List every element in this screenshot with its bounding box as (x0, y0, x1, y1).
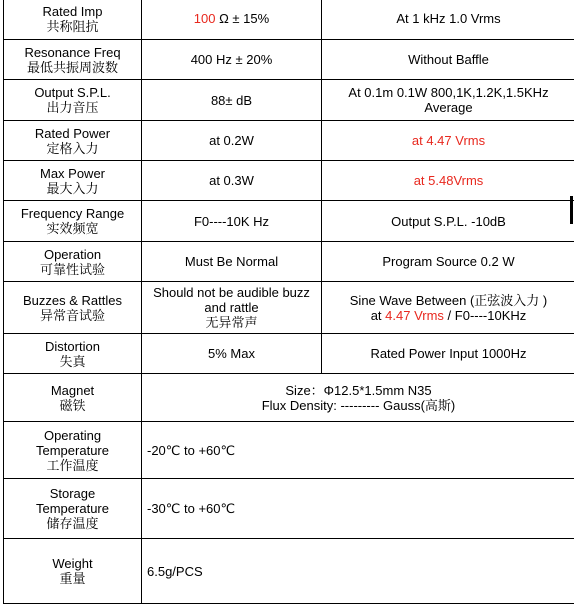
row-value: at 0.3W (142, 161, 322, 201)
table-row (4, 539, 574, 604)
row-condition: at 4.47 Vrms (322, 121, 574, 161)
value-line: and rattle (204, 300, 259, 315)
row-label (4, 0, 142, 40)
row-value (142, 282, 322, 334)
table-row (4, 422, 574, 479)
label-en: Output S.P.L. (34, 85, 111, 100)
label-en: Magnet (50, 382, 95, 398)
row-condition: at 5.48Vrms (322, 161, 574, 201)
edge-marker (570, 196, 573, 224)
label-cn: 定格入力 (46, 140, 99, 156)
label-en: Storage (49, 486, 96, 501)
condition-line: Sine Wave Between (正弦波入力 ) (349, 292, 548, 308)
condition-voltage: 4.47 Vrms (385, 307, 444, 323)
row-condition: Output S.P.L. -10dB (322, 201, 574, 242)
table-row (4, 161, 574, 201)
label-en: Distortion (45, 338, 100, 354)
impedance-tolerance: Ω ± 15% (215, 11, 270, 26)
row-value: 5% Max (142, 334, 322, 374)
row-label (4, 121, 142, 161)
row-value: 400 Hz ± 20% (142, 40, 322, 80)
label-en: Max Power (39, 165, 106, 181)
label-en: Temperature (36, 442, 109, 458)
row-condition: At 1 kHz 1.0 Vrms (322, 0, 574, 40)
table-row (4, 479, 574, 539)
magnet-spec (142, 374, 574, 422)
spec-table (3, 0, 574, 604)
row-label (4, 80, 142, 121)
label-cn: 重量 (59, 571, 86, 586)
label-en: Temperature (36, 501, 109, 516)
row-label (4, 242, 142, 282)
impedance-value: 100 (193, 11, 216, 26)
label-cn: 异常音试验 (39, 307, 105, 323)
table-row (4, 242, 574, 282)
row-label (4, 539, 142, 604)
table-row (4, 0, 574, 40)
row-label (4, 40, 142, 80)
label-cn: 最大入力 (46, 180, 99, 196)
row-condition (322, 80, 574, 121)
magnet-size: Size：Φ12.5*1.5mm N35 (285, 382, 432, 398)
value-line: Should not be audible buzz (153, 285, 310, 300)
condition-line: Average (424, 100, 473, 115)
label-en: Weight (52, 556, 93, 571)
row-value: 88± dB (142, 80, 322, 121)
label-en: Resonance Freq (24, 44, 121, 60)
condition-line (324, 308, 573, 323)
row-condition (322, 282, 574, 334)
label-en: Rated Power (34, 125, 111, 141)
row-label (4, 282, 142, 334)
table-row (4, 121, 574, 161)
magnet-flux: Flux Density: --------- Gauss(高斯) (261, 397, 456, 413)
label-cn: 可靠性试验 (39, 261, 105, 277)
table-row (4, 334, 574, 374)
label-en: Operation (43, 246, 102, 262)
label-cn: 失真 (59, 353, 86, 369)
row-value: at 0.2W (142, 121, 322, 161)
label-cn: 磁铁 (59, 397, 86, 413)
row-label (4, 422, 142, 479)
value-line: 无异常声 (205, 315, 258, 330)
row-value: Must Be Normal (142, 242, 322, 282)
weight-value: 6.5g/PCS (142, 539, 574, 604)
table-row (4, 201, 574, 242)
row-value: F0----10K Hz (142, 201, 322, 242)
label-en: Buzzes & Rattles (23, 292, 122, 308)
row-condition: Program Source 0.2 W (322, 242, 574, 282)
table-row (4, 80, 574, 121)
table-row (4, 374, 574, 422)
label-en: Rated Imp (42, 3, 103, 19)
table-row (4, 40, 574, 80)
label-cn: 出力音压 (46, 100, 99, 115)
row-label (4, 201, 142, 242)
label-cn: 实效频宽 (46, 221, 99, 236)
label-en: Frequency Range (20, 206, 125, 221)
table-row (4, 282, 574, 334)
row-condition: Rated Power Input 1000Hz (322, 334, 574, 374)
row-condition: Without Baffle (322, 40, 574, 80)
condition-suffix: / F0----10KHz (443, 307, 527, 323)
operating-temperature-value: -20℃ to +60℃ (142, 422, 574, 479)
row-label (4, 334, 142, 374)
label-cn: 最低共振周波数 (26, 59, 118, 75)
condition-prefix: at (370, 307, 386, 323)
condition-line: At 0.1m 0.1W 800,1K,1.2K,1.5KHz (348, 85, 549, 100)
label-cn: 工作温度 (46, 457, 99, 473)
row-label (4, 161, 142, 201)
label-cn: 储存温度 (46, 516, 99, 531)
row-label (4, 374, 142, 422)
row-label (4, 479, 142, 539)
label-en: Operating (43, 427, 102, 443)
storage-temperature-value: -30℃ to +60℃ (142, 479, 574, 539)
label-cn: 共称阻抗 (46, 18, 99, 34)
row-value (142, 0, 322, 40)
